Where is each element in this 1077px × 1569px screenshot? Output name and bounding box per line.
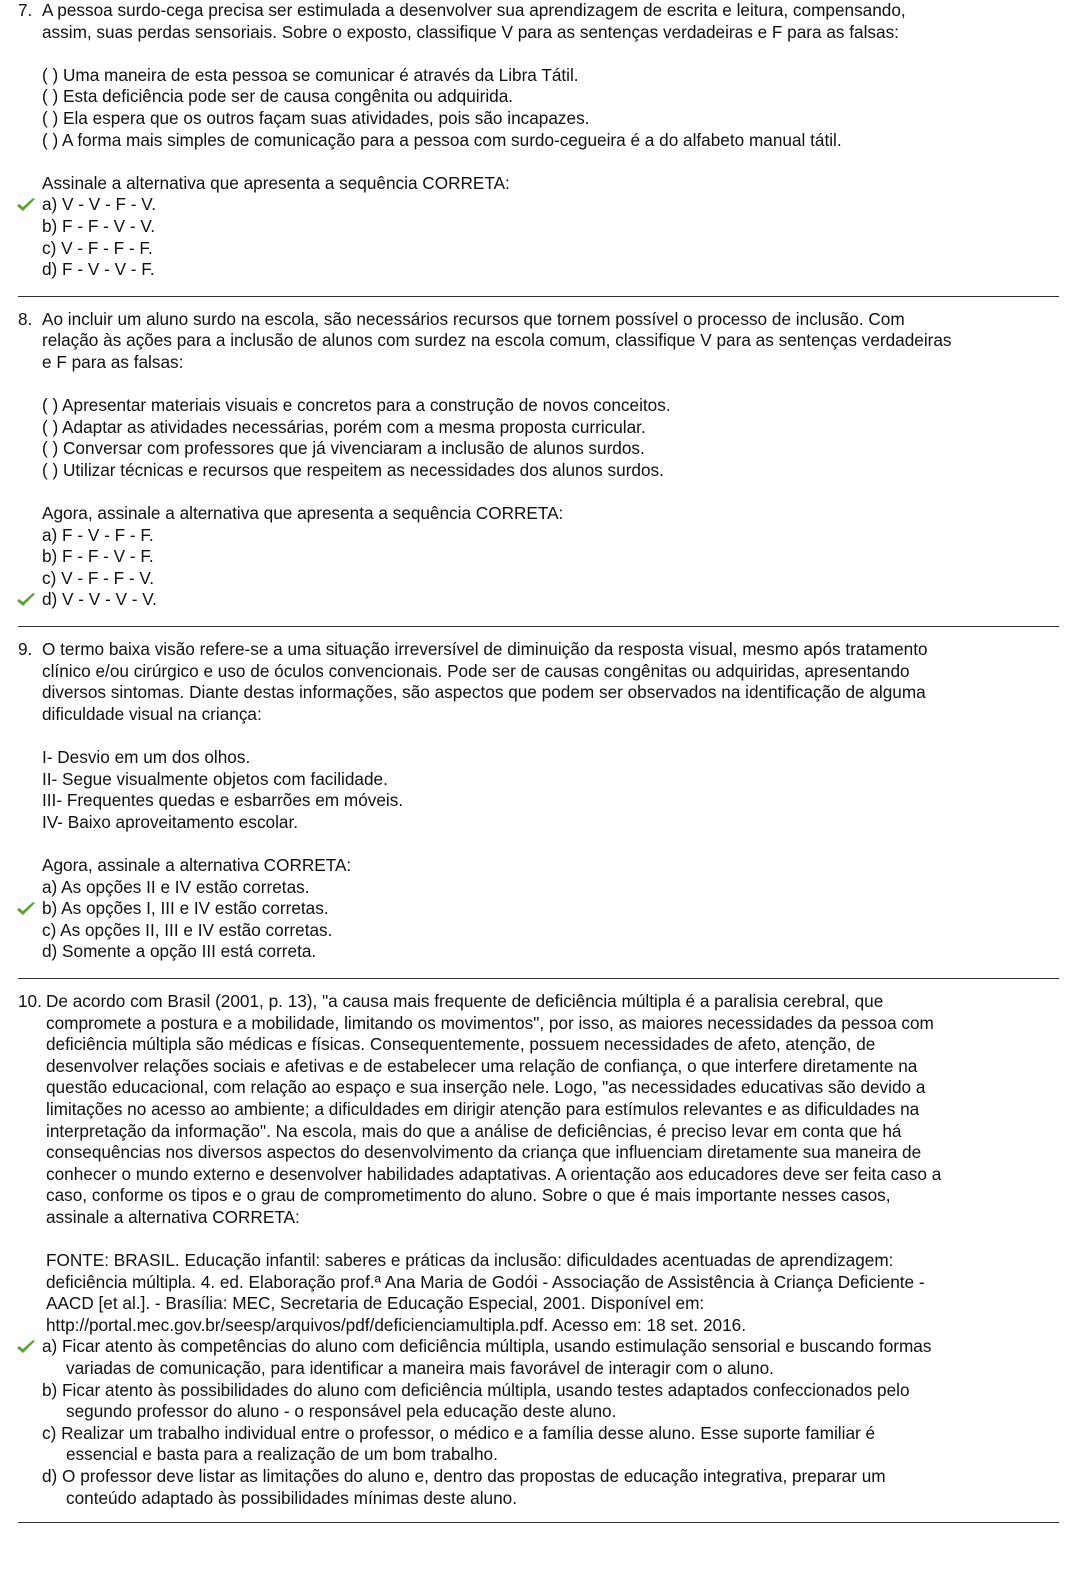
option-label: b) Ficar atento às possibilidades do aluno com deficiência múltipla, usando testes adaptados confeccionados pelo: [42, 1379, 910, 1400]
option-a[interactable]: [42, 1336, 1063, 1379]
option-label: b) F - F - V - V.: [42, 215, 156, 236]
option-a[interactable]: [42, 877, 1063, 899]
source-citation-line: AACD [et al.]. - Brasília: MEC, Secretaria de Educação Especial, 2001. Disponível em:: [46, 1293, 705, 1314]
question-stem-line: Ao incluir um aluno surdo na escola, são necessários recursos que tornem possível o processo de inclusão. Com: [42, 308, 905, 329]
question-stem-line: O termo baixa visão refere-se a uma situação irreversível de diminuição da resposta visual, mesmo após tratamento: [42, 639, 928, 660]
question-stem-line: A pessoa surdo-cega precisa ser estimulada a desenvolver sua aprendizagem de escrita e leitura, compensando,: [42, 0, 906, 20]
statement: ( ) Apresentar materiais visuais e concretos para a construção de novos conceitos.: [42, 395, 671, 416]
question-divider: [18, 1522, 1059, 1523]
option-label-cont: segundo professor do aluno - o responsável pela educação deste aluno.: [66, 1401, 617, 1422]
option-b[interactable]: [42, 546, 1063, 568]
statement: I- Desvio em um dos olhos.: [42, 747, 251, 767]
correct-check-icon: [16, 901, 36, 917]
option-c[interactable]: [42, 920, 1063, 942]
question-10: [0, 991, 1077, 1509]
question-stem-line: caso, conforme os tipos e o grau de comprometimento do aluno. Sobre o que é mais importante nesses casos,: [46, 1185, 891, 1206]
option-label: b) As opções I, III e IV estão corretas.: [42, 898, 329, 919]
option-a[interactable]: [42, 525, 1063, 547]
option-d[interactable]: [42, 1466, 1063, 1509]
option-label: c) V - F - F - V.: [42, 567, 155, 588]
option-label: d) Somente a opção III está correta.: [42, 941, 317, 962]
answer-prompt: Assinale a alternativa que apresenta a sequência CORRETA:: [42, 172, 510, 193]
option-b[interactable]: [42, 898, 1063, 920]
option-label: c) Realizar um trabalho individual entre o professor, o médico e a família desse aluno. Esse suporte familiar é: [42, 1422, 876, 1443]
question-stem-line: limitações no acesso ao ambiente; a dificuldades em dirigir atenção para estímulos relevantes e as dificuldades na: [46, 1098, 920, 1119]
statement: ( ) Esta deficiência pode ser de causa congênita ou adquirida.: [42, 86, 514, 107]
question-number: 7.: [18, 0, 33, 20]
option-label: a) V - V - F - V.: [42, 194, 156, 215]
statement: ( ) A forma mais simples de comunicação para a pessoa com surdo-cegueira é a do alfabeto manual tátil.: [42, 129, 842, 150]
option-d[interactable]: [42, 589, 1063, 611]
question-divider: [18, 296, 1059, 297]
option-a[interactable]: [42, 194, 1063, 216]
question-stem-line: clínico e/ou cirúrgico e uso de óculos convencionais. Pode ser de causas congênitas ou adquiridas, apresentando: [42, 660, 910, 681]
statement: ( ) Utilizar técnicas e recursos que respeitem as necessidades dos alunos surdos.: [42, 459, 664, 480]
question-stem-line: questão educacional, com relação ao espaço e sua inserção nele. Logo, "as necessidades educativas são devido a: [46, 1077, 926, 1098]
option-label: d) V - V - V - V.: [42, 589, 157, 610]
question-stem-line: dificuldade visual na criança:: [42, 703, 262, 724]
statement: ( ) Uma maneira de esta pessoa se comunicar é através da Libra Tátil.: [42, 64, 579, 85]
statement: ( ) Conversar com professores que já vivenciaram a inclusão de alunos surdos.: [42, 438, 645, 459]
option-c[interactable]: [42, 568, 1063, 590]
question-stem-line: assinale a alternativa CORRETA:: [46, 1206, 300, 1227]
option-label: c) As opções II, III e IV estão corretas.: [42, 919, 333, 940]
option-label-cont: variadas de comunicação, para identificar a maneira mais favorável de interagir com o aluno.: [66, 1358, 774, 1379]
question-stem-line: e F para as falsas:: [42, 351, 184, 372]
question-divider: [18, 978, 1059, 979]
question-stem-line: conhecer o mundo externo e desenvolver habilidades adaptativas. A orientação aos educadores deve ser feita caso a: [46, 1163, 942, 1184]
question-number: 9.: [18, 639, 33, 660]
statement: ( ) Ela espera que os outros façam suas atividades, pois são incapazes.: [42, 107, 590, 128]
answer-prompt: Agora, assinale a alternativa que apresenta a sequência CORRETA:: [42, 503, 564, 524]
option-label: a) F - V - F - F.: [42, 524, 154, 545]
option-b[interactable]: [42, 216, 1063, 238]
question-number: 8.: [18, 308, 33, 329]
question-stem-line: interpretação da informação". Na escola, mais do que a análise de deficiências, é preciso levar em conta que há: [46, 1120, 902, 1141]
question-stem-line: relação às ações para a inclusão de alunos com surdez na escola comum, classifique V para as sentenças verdadeiras: [42, 330, 952, 351]
option-c[interactable]: [42, 238, 1063, 260]
question-stem-line: diversos sintomas. Diante destas informações, são aspectos que podem ser observados na identificação de alguma: [42, 682, 926, 703]
option-d[interactable]: [42, 941, 1063, 963]
option-label: d) O professor deve listar as limitações do aluno e, dentro das propostas de educação integrativa, preparar um: [42, 1466, 886, 1486]
question-stem-line: deficiência múltipla são médicas e físicas. Consequentemente, possuem necessidades de afeto, atenção, de: [46, 1034, 876, 1055]
statement: II- Segue visualmente objetos com facilidade.: [42, 768, 388, 789]
question-8: [0, 309, 1077, 611]
option-label: c) V - F - F - F.: [42, 237, 153, 258]
question-7: [0, 0, 1077, 281]
option-b[interactable]: [42, 1380, 1063, 1423]
question-stem-line: consequências nos diversos aspectos do desenvolvimento da criança que influenciam diretamente sua maneira de: [46, 1142, 922, 1163]
option-label: d) F - V - V - F.: [42, 259, 155, 280]
option-label-cont: conteúdo adaptado às possibilidades mínimas deste aluno.: [66, 1487, 517, 1508]
source-citation-line: FONTE: BRASIL. Educação infantil: saberes e práticas da inclusão: dificuldades acentuadas de aprendizagem:: [46, 1250, 894, 1271]
source-citation-link: http://portal.mec.gov.br/seesp/arquivos/pdf/deficienciamultipla.pdf. Acesso em: 18 set. 2016.: [46, 1314, 746, 1335]
option-d[interactable]: [42, 259, 1063, 281]
question-stem-line: compromete a postura e a mobilidade, limitando os movimentos", por isso, as maiores necessidades da pessoa com: [46, 1012, 934, 1033]
question-number: 10.: [18, 990, 42, 1011]
question-divider: [18, 626, 1059, 627]
option-c[interactable]: [42, 1423, 1063, 1466]
question-stem-line: assim, suas perdas sensoriais. Sobre o exposto, classifique V para as sentenças verdadeiras e F para as falsas:: [42, 21, 899, 42]
correct-check-icon: [16, 197, 36, 213]
answer-prompt: Agora, assinale a alternativa CORRETA:: [42, 854, 352, 875]
statement: IV- Baixo aproveitamento escolar.: [42, 811, 299, 832]
question-9: [0, 639, 1077, 963]
correct-check-icon: [16, 1339, 36, 1355]
option-label-cont: essencial e basta para a realização de um bom trabalho.: [66, 1444, 498, 1465]
correct-check-icon: [16, 592, 36, 608]
source-citation-line: deficiência múltipla. 4. ed. Elaboração prof.ª Ana Maria de Godói - Associação de Assistência à Criança Deficiente -: [46, 1271, 925, 1292]
option-label: a) As opções II e IV estão corretas.: [42, 876, 310, 897]
statement: ( ) Adaptar as atividades necessárias, porém com a mesma proposta curricular.: [42, 416, 646, 437]
question-stem-line: desenvolver relações sociais e afetivas e de estabelecer uma relação de confiança, o que interfere diretamente na: [46, 1055, 918, 1076]
statement: III- Frequentes quedas e esbarrões em móveis.: [42, 790, 404, 811]
option-label: b) F - F - V - F.: [42, 546, 154, 567]
option-label: a) Ficar atento às competências do aluno com deficiência múltipla, usando estimulação sensorial e buscando formas: [42, 1336, 932, 1357]
question-stem-line: De acordo com Brasil (2001, p. 13), "a causa mais frequente de deficiência múltipla é a paralisia cerebral, que: [46, 990, 884, 1011]
